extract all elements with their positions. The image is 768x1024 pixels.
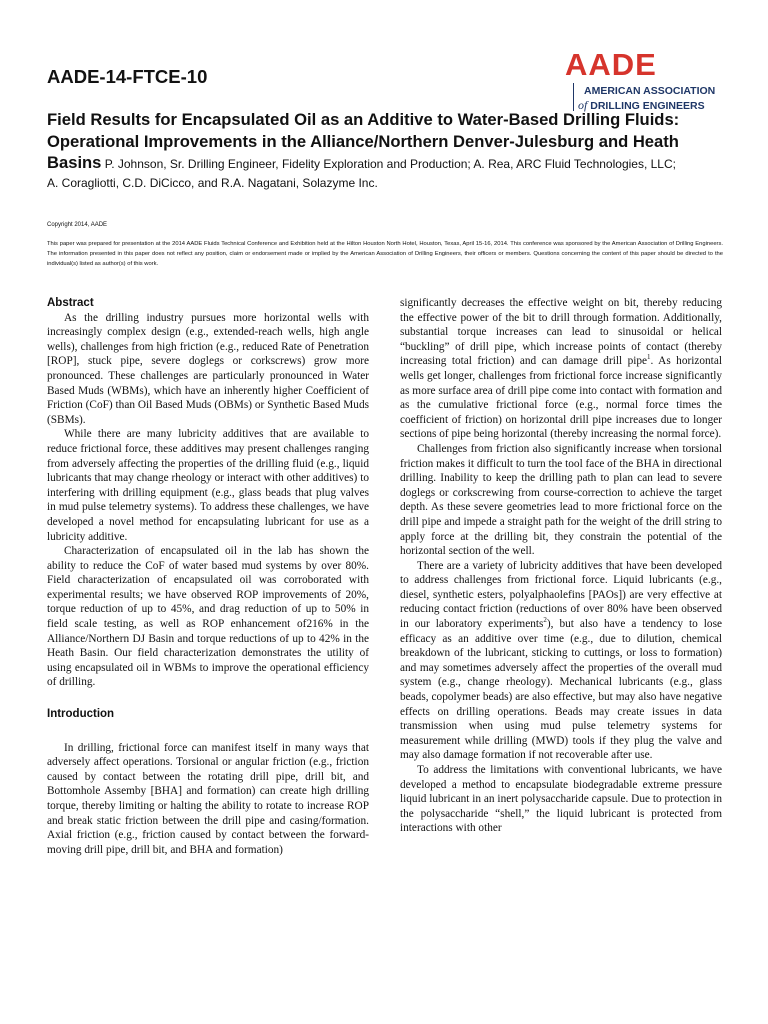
reference-marker: 1 [647,353,651,362]
introduction-heading: Introduction [47,708,115,721]
logo-org-line2-rest: DRILLING ENGINEERS [587,100,705,112]
logo-bracket [573,83,574,111]
right-column [400,296,722,836]
logo-org-line1: AMERICAN ASSOCIATION [584,85,716,97]
authors-line1: P. Johnson, Sr. Drilling Engineer, Fidelity Exploration and Production; A. Rea, ARC Fluid Technologies, LLC; [101,157,676,171]
paper-title: Field Results for Encapsulated Oil as an Additive to Water-Based Drilling Fluids: Operational Improvements in the Alliance/Northern Denver-Julesburg and Heath Basins [47,110,680,172]
body-paragraph [400,559,722,763]
logo-wordmark: AADE [565,47,657,82]
body-text: There are a variety of lubricity additives that have been developed to address challenges from frictional force. Liquid lubricants (e.g., diesel, synthetic esters, polyalphaolefins [PAOs]) are very effective at reducing contact friction (reductions of over 80% have been observed in our laboratory experiments [400,559,722,631]
title-block [47,109,737,176]
aade-logo [565,43,725,115]
body-paragraph [400,296,722,442]
body-text: significantly decreases the effective weight on bit, thereby reducing the effective power of the bit to drill through formation. Additionally, substantial torque increases can lead to sinusoidal or helical “buckling” of drill pipe, which increase points of contact (thereby increasing total friction) and can damage drill pipe [400,297,722,368]
copyright: Copyright 2014, AADE [47,222,108,228]
spacer [47,690,369,707]
logo-of: of [578,98,588,112]
body-paragraph: To address the limitations with conventional lubricants, we have developed a method to encapsulate biodegradable extreme pressure liquid lubricant in an inert polysaccharide capsule. Due to protection in the polysaccharide “shell,” the liquid lubricant is protected from interactions with other [400,764,722,835]
reference-marker: 2 [543,616,547,625]
abstract-heading: Abstract [47,297,94,309]
paper-id: AADE-14-FTCE-10 [47,66,208,87]
abstract-paragraph: As the drilling industry pursues more horizontal wells with increasingly complex design (e.g., extended-reach wells, high angle wells), challenges from high friction (e.g., reduced Rate of Penetration [ROP], stuck pipe, severe doglegs or corkscrews) grow more pronounced. These challenges are particularly pronounced in Water Based Muds (WBMs), which have an inherently higher Coefficient of Friction (CoF) than Oil Based Muds (OBMs) or Synthetic Based Muds (SBMs). [47,311,369,426]
abstract-paragraph: Characterization of encapsulated oil in the lab has shown the ability to reduce the CoF of water based mud systems by over 80%. Field characterization of encapsulated oil was corroborated with experimental results; we have observed ROP improvements of 20%, torque reduction of up to 45%, and drag reduction of up to 50% in field scale testing, as well as ROP enhancement of216% in the Alliance/Northern DJ Basin and torque reductions of up to 42% in the Heath Basin. Our field characterization demonstrates the utility of using encapsulated oil in WBMs to improve the operational efficiency of drilling. [47,545,369,689]
body-text: . As horizontal wells get longer, challenges from frictional force increase significantly as more surface area of drill pipe come into contact with formation and as the cumulative frictional force (e.g., normal force times the coefficient of friction) on horizontal drill pipe increases due to longer sections of pipe being horizontal (thereby increasing the normal force). [400,355,722,441]
introduction-paragraph: In drilling, frictional force can manifest itself in many ways that adversely affect operations. Torsional or angular friction (e.g., friction caused by contact between the rotating drill pipe, drill bit, and Bottomhole Assemby [BHA] and formation) can create high drilling torque, thereby limiting or halting the ability to rotate to increase ROP and break static friction between the drill pipe and casing/formation. Axial friction (e.g., friction caused by contact between the forward-moving drill pipe, drill bit, and BHA and formation) [47,741,369,856]
body-text: ), but also have a tendency to lose efficacy as an additive over time (e.g., due to dilution, chemical breakdown of the lubricant, sticking to cuttings, or loss to formation) and may sometimes adversely affect the properties of the overall mud system (e.g., change rheology). Mechanical lubricants (e.g., glass beads, copolymer beads) are also effective, but may also have negative effects on drilling operations. Beads may create issues in data transmission when using mud pulse telemetry systems for measurement while drilling (MWD) tools if they plug the valve and may also damage formation if not recoverable after use. [400,618,722,762]
abstract-paragraph: While there are many lubricity additives that are available to reduce frictional force, these additives may present challenges ranging from adversely affecting the properties of the drilling fluid (e.g., liquid lubricants that may change rheology or interact with other additives) to interfering with drilling equipment (e.g., glass beads that plug valves in mud pulse telemetry systems). To address these challenges, we have developed a novel method for encapsulating lubricant for use as a lubricity additive. [47,428,369,543]
body-paragraph: Challenges from friction also significantly increase when torsional friction makes it difficult to turn the tool face of the BHA in directional drilling. Inability to keep the drilling path to plan can lead to severe doglegs or corkscrewing from course-correction to achieve the target depth. As these severe geometries lead to more frictional force on the drill pipe and impede a straight path for the weight of the drill string to apply force at the drilling bit, they constrain the potential of the horizontal section of the well. [400,442,722,558]
conference-notice: This paper was prepared for presentation at the 2014 AADE Fluids Technical Conference and Exhibition held at the Hilton Houston North Hotel, Houston, Texas, April 15-16, 2014. This conference was sponsored by the American Association of Drilling Engineers. The information presented in this paper does not reflect any position, claim or endorsement made or implied by the American Association of Drilling Engineers, their officers or members. Questions concerning the content of this paper should be directed to the individual(s) listed as author(s) of this work. [47,241,723,267]
authors-line2: A. Coragliotti, C.D. DiCicco, and R.A. Nagatani, Solazyme Inc. [47,176,378,190]
left-column [47,296,369,857]
spacer [47,722,369,741]
